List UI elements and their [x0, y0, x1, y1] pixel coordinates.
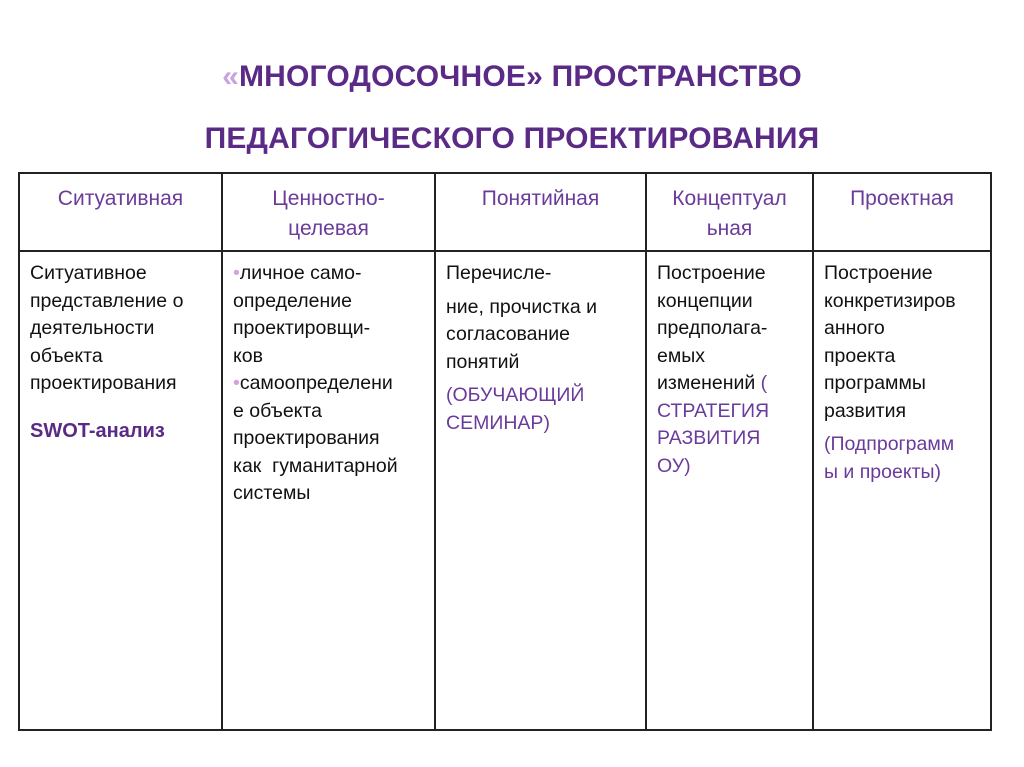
boards-table: [18, 172, 992, 731]
cell-project: Построение конкретизиров анного проекта программы развития (Подпрограмм ы и проекты): [813, 251, 991, 730]
slide-title-line2: ПЕДАГОГИЧЕСКОГО ПРОЕКТИРОВАНИЯ: [204, 122, 820, 155]
table-header-row: [19, 173, 991, 251]
strategy-note: СТРАТЕГИЯ: [657, 399, 770, 422]
subprograms-note: (Подпрограмм: [824, 433, 955, 455]
open-quote: «: [222, 60, 239, 93]
header-conceptual: Концептуал ьная: [646, 173, 813, 251]
title-keyword: МНОГОДОСОЧНОЕ: [238, 60, 527, 93]
bullet-icon: •: [233, 262, 240, 284]
cell-terms: Перечисле- ние, прочистка и согласование понятий (ОБУЧАЮЩИЙ СЕМИНАР): [435, 251, 646, 730]
swot-analysis-label: SWOT-анализ: [30, 419, 165, 442]
title-rest: ПРОСТРАНСТВО: [543, 60, 802, 93]
header-project: Проектная: [813, 173, 991, 251]
cell-situational: Ситуативное представление о деятельности объекта проектирования SWOT-анализ: [19, 251, 222, 730]
table-body-row: [19, 251, 991, 730]
seminar-note: (ОБУЧАЮЩИЙ: [446, 384, 585, 406]
cell-conceptual: Построение концепции предполага- емых изменений ( СТРАТЕГИЯ РАЗВИТИЯ ОУ): [646, 251, 813, 730]
header-value-target: Ценностно- целевая: [222, 173, 435, 251]
header-conceptual-terms: Понятийная: [435, 173, 646, 251]
cell-value-target: •личное само- определение проектировщи- ков •самоопределени е объекта проектирования как гуманитарной системы: [222, 251, 435, 730]
slide-title-line1: [0, 60, 1024, 94]
close-quote: »: [526, 60, 544, 93]
header-situational: Ситуативная: [19, 173, 222, 251]
bullet-icon: •: [233, 372, 240, 394]
